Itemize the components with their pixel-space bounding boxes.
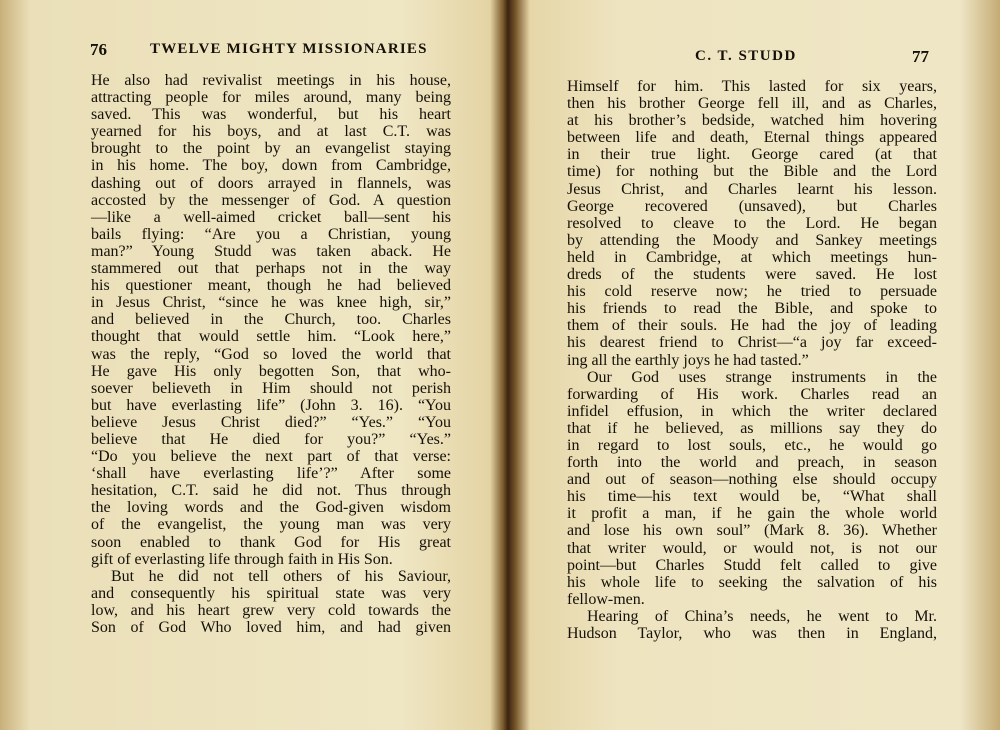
text-line: fellow-men.	[567, 590, 645, 608]
running-title: C. T. STUDD	[695, 48, 797, 64]
text-line: man?” Young Studd was taken aback. He	[91, 242, 451, 260]
text-line: but have everlasting life” (John 3. 16). “You	[91, 396, 451, 414]
text-line: that writer would, or would not, is not our	[567, 539, 937, 557]
text-line: then his brother George fell ill, and as Charles,	[567, 95, 937, 113]
text-line: in Jesus Christ, “since he was knee high, sir,”	[91, 294, 451, 312]
text-line: saved. This was wonderful, but his heart	[91, 106, 451, 124]
text-line: He gave His only begotten Son, that who-	[91, 362, 451, 380]
text-line: low, and his heart grew very cold towards the	[91, 601, 451, 619]
text-line: his whole life to seeking the salvation of his	[567, 573, 937, 591]
text-line: by attending the Moody and Sankey meetings	[567, 231, 937, 249]
text-line: believe that He died for you?” “Yes.”	[91, 430, 451, 448]
text-line: of the evangelist, the young man was very	[91, 516, 451, 534]
text-line: But he did not tell others of his Saviour,	[111, 567, 451, 585]
text-line: brought to the point by an evangelist staying	[91, 140, 451, 158]
text-line: held in Cambridge, at which meetings hun-	[567, 248, 937, 266]
text-line: was the reply, “God so loved the world that	[91, 345, 451, 363]
text-line: forth into the world and preach, in season	[567, 454, 937, 472]
text-line: Our God uses strange instruments in the	[587, 368, 937, 386]
text-line: in regard to lost souls, etc., he would go	[567, 436, 937, 454]
text-line: accosted by the messenger of God. A question	[91, 191, 451, 209]
text-line: soever believeth in Him should not perish	[91, 379, 451, 397]
text-line: —like a well-aimed cricket ball—sent his	[91, 208, 451, 226]
text-line: He also had revivalist meetings in his house,	[91, 72, 451, 89]
text-line: thought that would settle him. “Look here,”	[91, 328, 451, 346]
text-line: hesitation, C.T. said he did not. Thus through	[91, 482, 451, 500]
text-line: and lose his own soul” (Mark 8. 36). Whether	[567, 522, 937, 540]
text-line: and consequently his spiritual state was very	[91, 584, 451, 602]
text-line: believe Jesus Christ died?” “Yes.” “You	[91, 413, 451, 431]
text-line: resolved to cleave to the Lord. He began	[567, 214, 937, 232]
text-line: them of their souls. He had the joy of leading	[567, 317, 937, 335]
text-line: his time—his text would be, “What shall	[567, 488, 937, 506]
text-line: between life and death, Eternal things appeared	[567, 129, 937, 147]
text-line: and out of season—nothing else should occupy	[567, 471, 937, 489]
text-line: George recovered (unsaved), but Charles	[567, 197, 937, 215]
text-line: his questioner meant, though he had believed	[91, 277, 451, 295]
text-line: the loving words and the God-given wisdom	[91, 499, 451, 517]
text-line: it profit a man, if he gain the whole world	[567, 505, 937, 523]
text-line: Jesus Christ, and Charles learnt his lesson.	[567, 180, 937, 198]
text-line: his dearest friend to Christ—“a joy far exceed-	[567, 334, 937, 352]
text-line: soon enabled to thank God for His great	[91, 533, 451, 551]
page-number: 77	[912, 47, 929, 66]
text-line: that if he believed, as millions say they do	[567, 419, 937, 437]
text-line: dashing out of doors arrayed in flannels, was	[91, 174, 451, 192]
text-line: ing all the earthly joys he had tasted.”	[567, 351, 809, 369]
text-line: gift of everlasting life through faith in His Son.	[91, 550, 393, 568]
text-line: Himself for him. This lasted for six years,	[567, 78, 937, 95]
text-line: stammered out that perhaps not in the way	[91, 260, 451, 278]
text-line: Hudson Taylor, who was then in England,	[567, 625, 937, 642]
right-page	[512, 0, 1000, 730]
text-line: ‘shall have everlasting life’?” After some	[91, 465, 451, 483]
running-title: TWELVE MIGHTY MISSIONARIES	[150, 41, 428, 57]
text-line: his friends to read the Bible, and spoke to	[567, 300, 937, 318]
text-line: and believed in the Church, too. Charles	[91, 311, 451, 329]
text-line: in his home. The boy, down from Cambridge,	[91, 157, 451, 175]
text-line: bails flying: “Are you a Christian, young	[91, 225, 451, 243]
text-line: Hearing of China’s needs, he went to Mr.	[587, 607, 937, 625]
page-body	[567, 78, 937, 642]
text-line: “Do you believe the next part of that verse:	[91, 448, 451, 466]
text-line: Son of God Who loved him, and had given	[91, 619, 451, 636]
text-line: point—but Charles Studd felt called to give	[567, 556, 937, 574]
text-line: dreds of the students were saved. He lost	[567, 266, 937, 284]
text-line: attracting people for miles around, many being	[91, 89, 451, 107]
text-line: infidel effusion, in which the writer declared	[567, 402, 937, 420]
text-line: in their true light. George cared (at that	[567, 146, 937, 164]
page-body	[91, 72, 451, 636]
text-line: his cold reserve now; he tried to persuade	[567, 283, 937, 301]
text-line: time) for nothing but the Bible and the Lord	[567, 163, 937, 181]
page-number: 76	[90, 40, 107, 59]
text-line: forwarding of His work. Charles read an	[567, 385, 937, 403]
text-line: yearned for his boys, and at last C.T. was	[91, 123, 451, 141]
text-line: at his brother’s bedside, watched him hovering	[567, 112, 937, 130]
